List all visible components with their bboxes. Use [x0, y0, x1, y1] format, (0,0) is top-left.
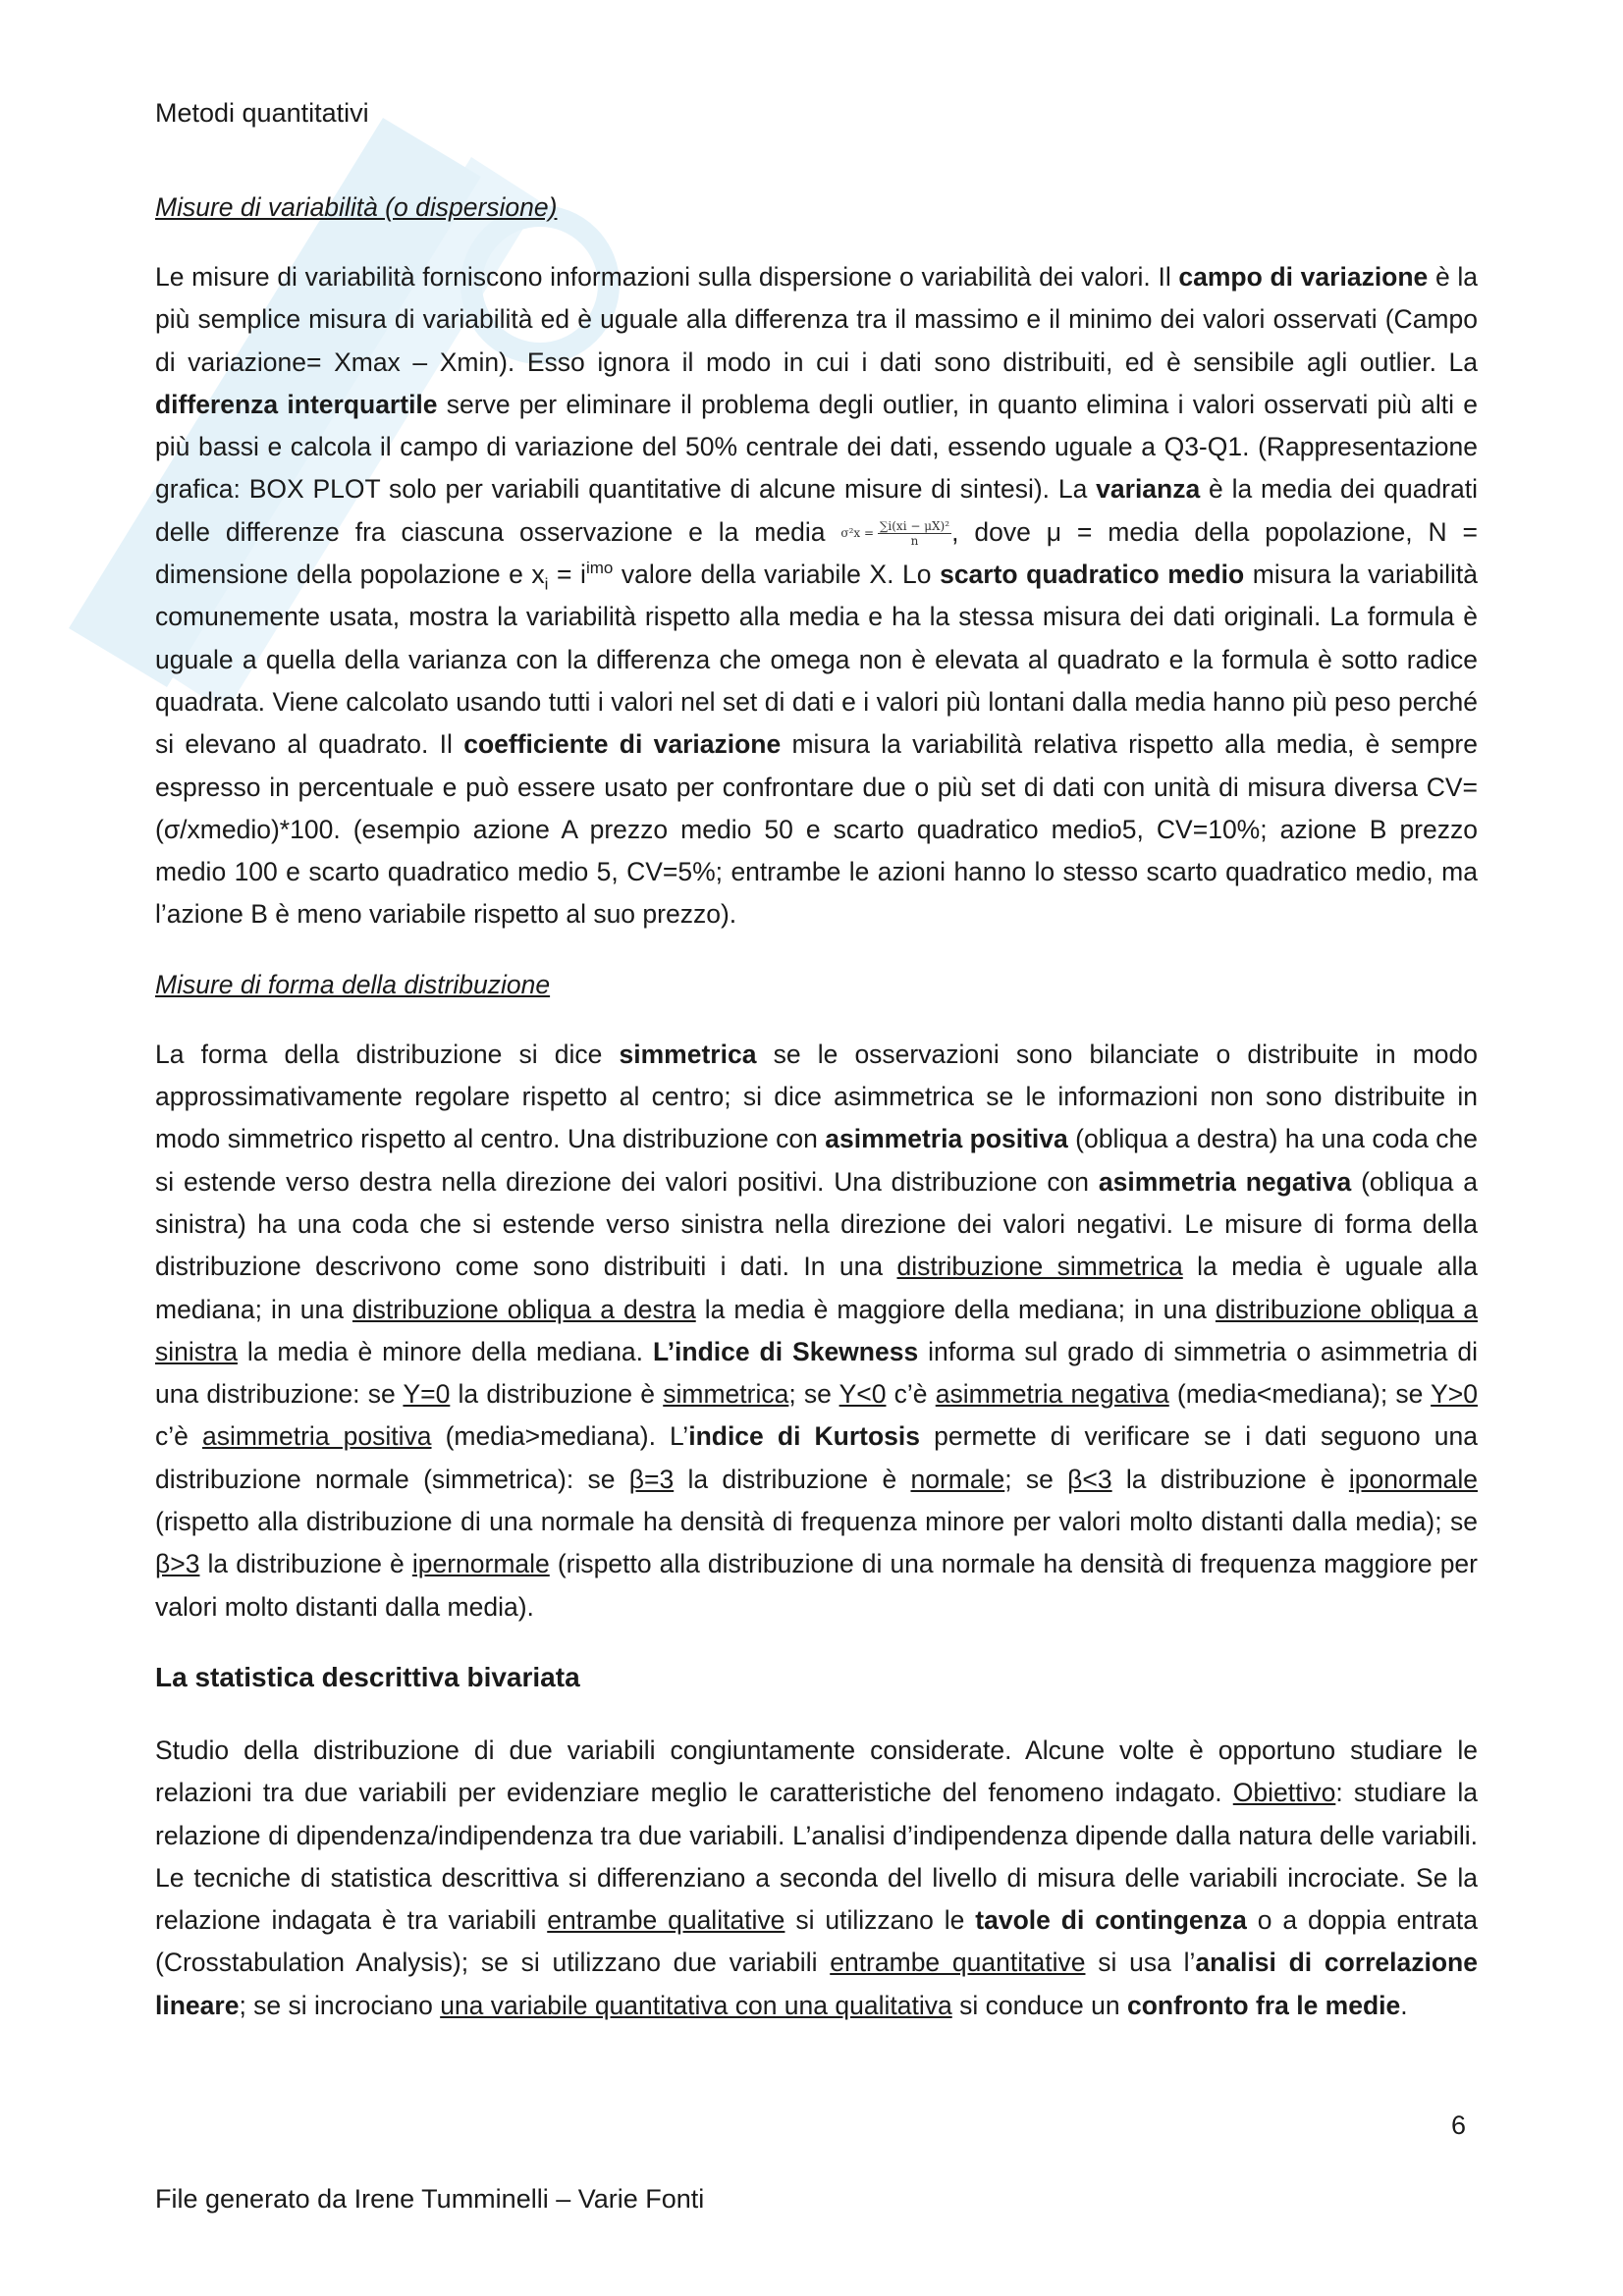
variance-formula: σ²x = $\frac{\text{∑i(xi − μX)²}}{n}$ [840, 519, 950, 549]
page-header: Metodi quantitativi [155, 98, 369, 128]
paragraph-forma: La forma della distribuzione si dice simmetrica se le osservazioni sono bilanciate o distribuite in modo approssimativamente regolare rispetto al centro; si dice asimmetrica se le informazioni non sono distribuite in modo simmetrico rispetto al centro. Una distribuzione con asimmetria positiva (obliqua a destra) ha una coda che si estende verso destra nella direzione dei valori positivi. Una distribuzione con asimmetria negativa (obliqua a sinistra) ha una coda che si estende verso sinistra nella direzione dei valori negativi. Le misure di forma della distribuzione descrivono come sono distribuiti i dati. In una distribuzione simmetrica la media è uguale alla mediana; in una distribuzione obliqua a destra la media è maggiore della mediana; in una distribuzione obliqua a sinistra la media è minore della mediana. L’indice di Skewness informa sul grado di simmetria o asimmetria di una distribuzione: se Y=0 la distribuzione è simmetrica; se Y<0 c’è asimmetria negativa (media<mediana); se Y>0 c’è asimmetria positiva (media>mediana). L’indice di Kurtosis permette di verificare se i dati seguono una distribuzione normale (simmetrica): se β=3 la distribuzione è normale; se β<3 la distribuzione è iponormale (rispetto alla distribuzione di una normale ha densità di frequenza minore per valori molto distanti dalla media); se β>3 la distribuzione è ipernormale (rispetto alla distribuzione di una normale ha densità di frequenza maggiore per valori molto distanti dalla media). [155, 1039, 1479, 1622]
page-number: 6 [1451, 2110, 1467, 2140]
document-body [155, 187, 1478, 2027]
page-footer: File generato da Irene Tumminelli – Varie Fonti [155, 2184, 705, 2214]
section-title-variabilita: Misure di variabilità (o dispersione) [155, 192, 558, 222]
paragraph-bivariata: Studio della distribuzione di due variabili congiuntamente considerate. Alcune volte è opportuno studiare le relazioni tra due variabili per evidenziare meglio le caratteristiche del fenomeno indagato. Obiettivo: studiare la relazione di dipendenza/indipendenza tra due variabili. L’analisi d’indipendenza dipende dalla natura delle variabili. Le tecniche di statistica descrittiva si differenziano a seconda del livello di misura delle variabili incrociate. Se la relazione indagata è tra variabili entrambe qualitative si utilizzano le tavole di contingenza o a doppia entrata (Crosstabulation Analysis); se si utilizzano due variabili entrambe quantitative si usa l’analisi di correlazione lineare; se si incrociano una variabile quantitativa con una qualitativa si conduce un confronto fra le medie. [155, 1735, 1478, 2020]
section-title-bivariata: La statistica descrittiva bivariata [155, 1661, 580, 1692]
section-title-forma: Misure di forma della distribuzione [155, 969, 551, 999]
paragraph-variabilita: Le misure di variabilità forniscono informazioni sulla dispersione o variabilità dei valori. Il campo di variazione è la più semplice misura di variabilità ed è uguale alla differenza tra il massimo e il minimo dei valori osservati (Campo di variazione= Xmax – Xmin). Esso ignora il modo in cui i dati sono distribuiti, ed è sensibile agli outlier. La differenza interquartile serve per eliminare il problema degli outlier, in quanto elimina i valori osservati più alti e più bassi e calcola il campo di variazione del 50% centrale dei dati, essendo uguale a Q3-Q1. (Rappresentazione grafica: BOX PLOT solo per variabili quantitative di alcune misure di sintesi). La varianza è la media dei quadrati delle differenze fra ciascuna osservazione e la media σ²x = $\frac{\text{∑i(xi − μX)²}}{n}$ , dove μ = media della popolazione, N = dimensione della popolazione e $x_i = i^{imo}$ valore della variabile X. Lo scarto quadratico medio misura la variabilità comunemente usata, mostra la variabilità rispetto alla media e ha la stessa misura dei dati originali. La formula è uguale a quella della varianza con la differenza che omega non è elevata al quadrato e la formula è sotto radice quadrata. Viene calcolato usando tutti i valori nel set di dati e i valori più lontani dalla media hanno più peso perché si elevano al quadrato. Il coefficiente di variazione misura la variabilità relativa rispetto alla media, è sempre espresso in percentuale e può essere usato per confrontare due o più set di dati con unità di misura diversa CV= (σ/xmedio)*100. (esempio azione A prezzo medio 50 e scarto quadratico medio5, CV=10%; azione B prezzo medio 100 e scarto quadratico medio 5, CV=5%; entrambe le azioni hanno lo stesso scarto quadratico medio, ma l’azione B è meno variabile rispetto al suo prezzo). [155, 262, 1479, 930]
